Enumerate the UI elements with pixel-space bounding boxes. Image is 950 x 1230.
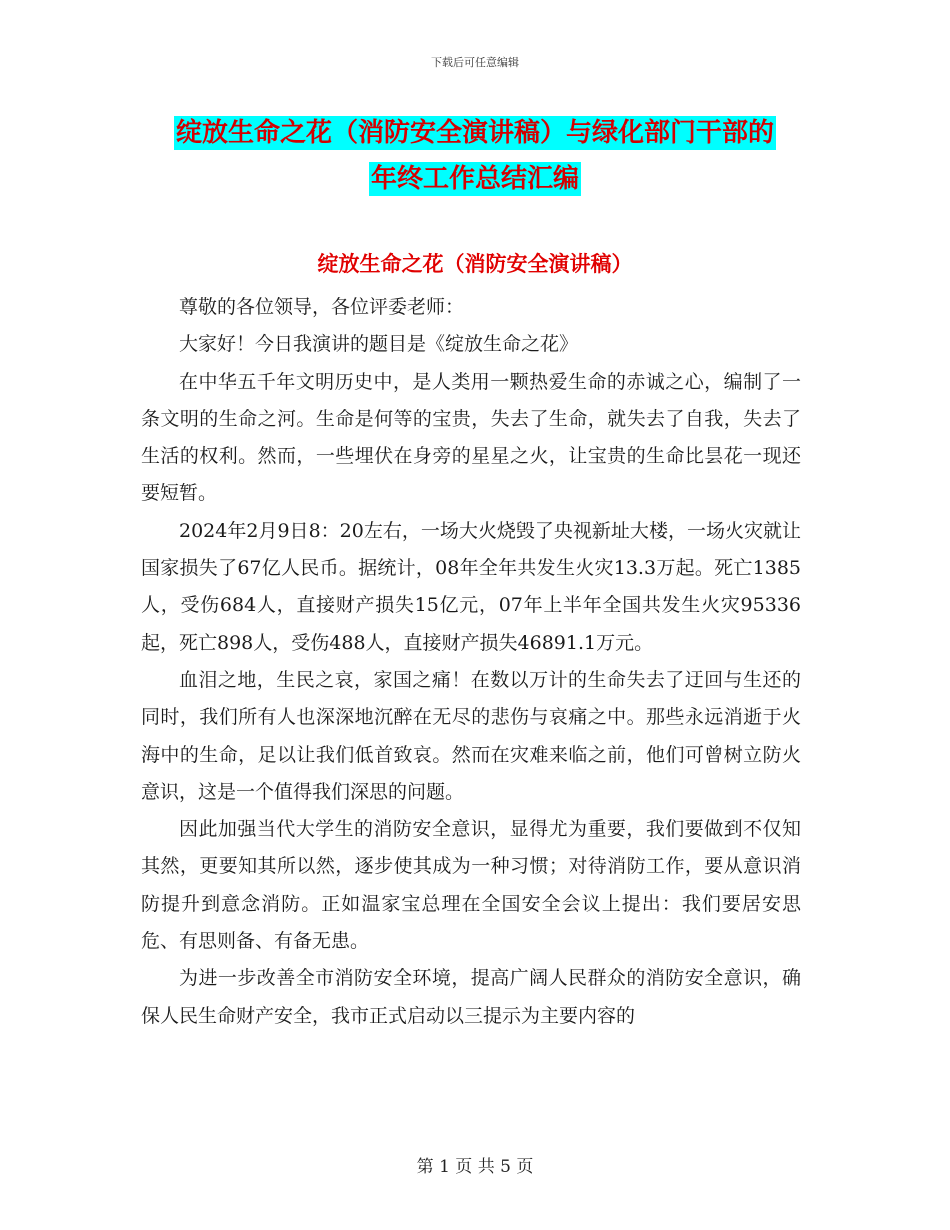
document-title-line-1 — [0, 112, 950, 149]
paragraph: 2024年2月9日8：20左右，一场大火烧毁了央视新址大楼，一场火灾就让国家损失了67亿人民币。据统计，08年全年共发生火灾13.3万起。死亡1385人，受伤684人，直接财产损失15亿元，07年上半年全国共发生火灾95336起，死亡898人，受伤488人，直接财产损失46891.1万元。 — [141, 519, 801, 654]
section-title: 绽放生命之花（消防安全演讲稿） — [317, 252, 633, 276]
document-title-line-2 — [0, 158, 950, 195]
paragraph: 在中华五千年文明历史中，是人类用一颗热爱生命的赤诚之心，编制了一条文明的生命之河。生命是何等的宝贵，失去了生命，就失去了自我，失去了生活的权利。然而，一些埋伏在身旁的星星之火，让宝贵的生命比昙花一现还要短暂。 — [141, 370, 801, 505]
paragraph-salutation: 尊敬的各位领导，各位评委老师： — [179, 296, 465, 318]
page-header-note: 下载后可任意编辑 — [431, 56, 519, 69]
document-title-text-2: 年终工作总结汇编 — [370, 164, 579, 194]
paragraph: 为进一步改善全市消防安全环境，提高广阔人民群众的消防安全意识，确保人民生命财产安全，我市正式启动以三提示为主要内容的 — [141, 967, 801, 1027]
paragraph-greeting: 大家好！今日我演讲的题目是《绽放生命之花》 — [179, 333, 579, 356]
document-title-text-1: 绽放生命之花（消防安全演讲稿）与绿化部门干部的 — [175, 118, 774, 148]
page-number-footer: 第 1 页 共 5 页 — [416, 1157, 534, 1177]
paragraph: 血泪之地，生民之哀，家国之痛！在数以万计的生命失去了迂回与生还的同时，我们所有人也深深地沉醉在无尽的悲伤与哀痛之中。那些永远消逝于火海中的生命，足以让我们低首致哀。然而在灾难来临之前，他们可曾树立防火意识，这是一个值得我们深思的问题。 — [141, 668, 801, 803]
paragraph: 因此加强当代大学生的消防安全意识，显得尤为重要，我们要做到不仅知其然，更要知其所以然，逐步使其成为一种习惯；对待消防工作，要从意识消防提升到意念消防。正如温家宝总理在全国安全会议上提出：我们要居安思危、有思则备、有备无患。 — [141, 818, 801, 953]
document-body — [141, 289, 801, 1035]
